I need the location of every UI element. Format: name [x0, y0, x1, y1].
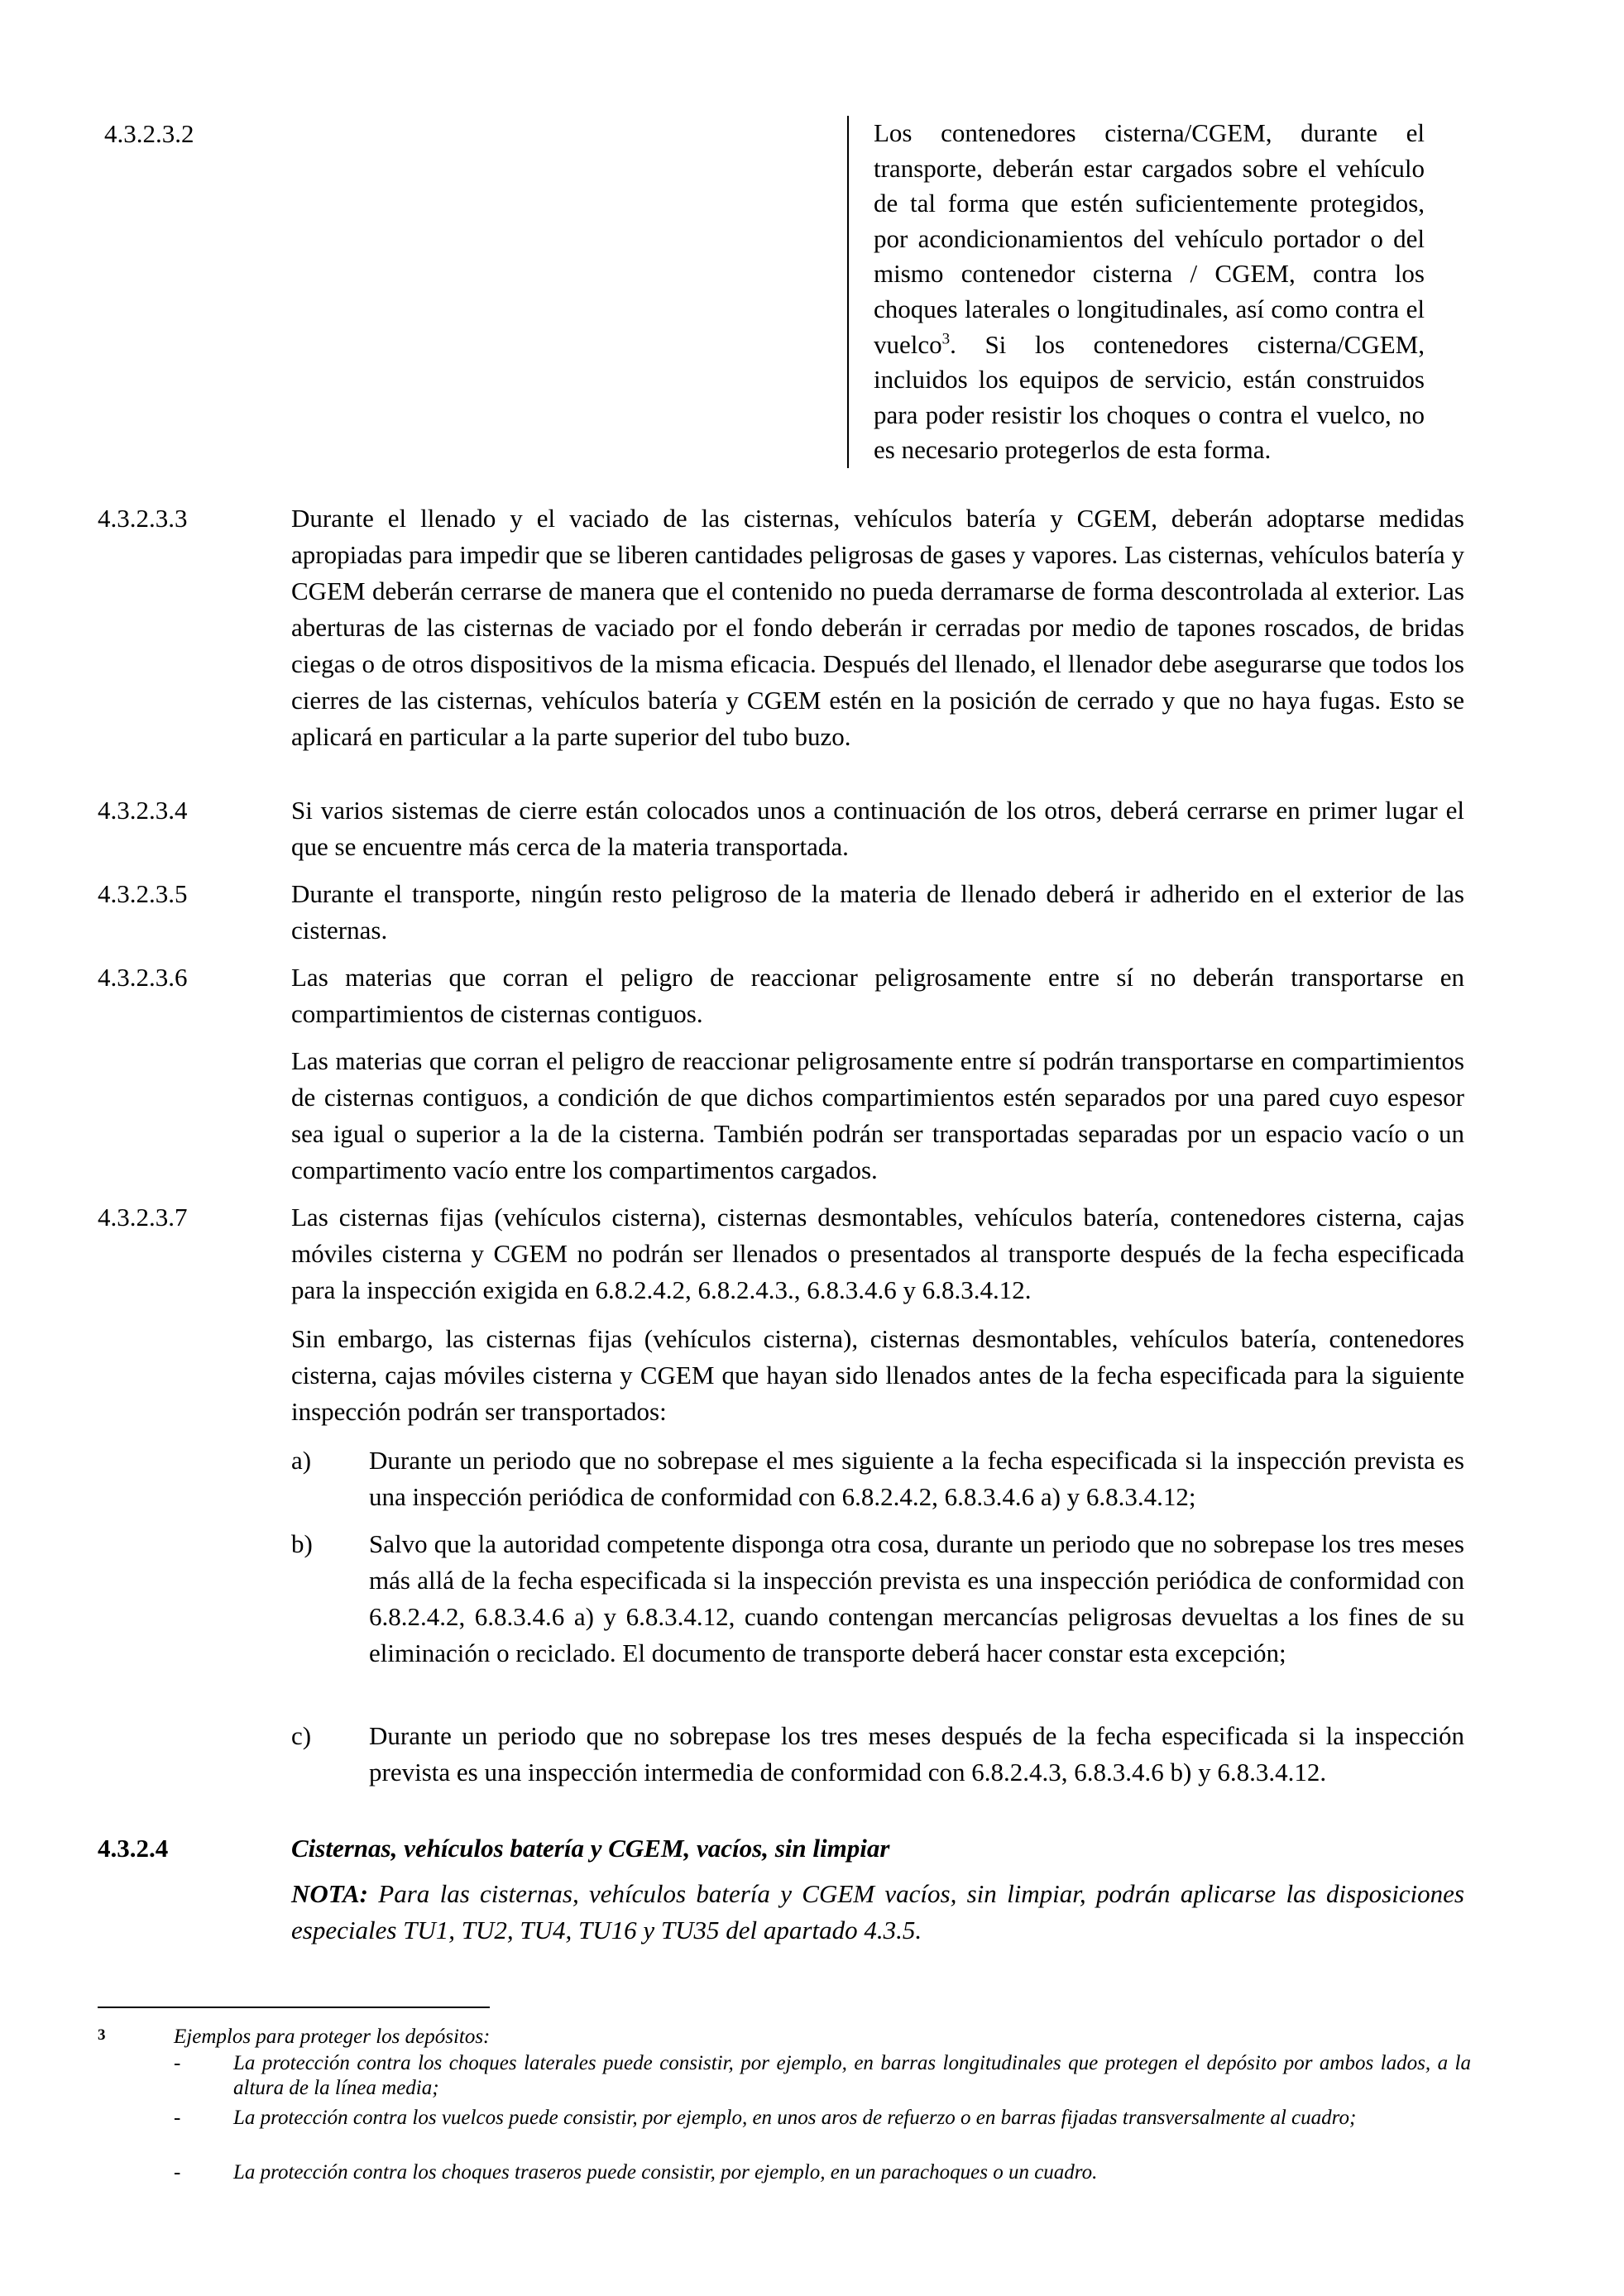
paragraph-text: Las materias que corran el peligro de reaccionar peligrosamente entre sí podrán transportarse en compartimientos de cisternas contiguos, a condición de que dichos compartimientos estén separados por una pared cuyo espesor sea igual o superior a la de la cisterna. También podrán ser transportadas separadas por un espacio vacío o un compartimento vacío entre los compartimentos cargados.: [291, 1046, 1464, 1184]
footnote-separator: [98, 2007, 490, 2008]
section-paragraph-2: [291, 1321, 1464, 1430]
list-item-label: c): [291, 1721, 312, 1750]
paragraph-text: Los contenedores cisterna/CGEM, durante el transporte, deberán estar cargados sobre el vehículo de tal forma que estén suficientemente protegidos, por acondicionamientos del vehículo portador o del mismo contenedor cisterna / CGEM, contra los choques laterales o longitudinales, así como contra el vuelco: [874, 118, 1425, 359]
list-item-b: [291, 1526, 1464, 1672]
paragraph-text: Durante el llenado y el vaciado de las cisternas, vehículos batería y CGEM, deberán adoptarse medidas apropiadas para impedir que se liberen cantidades peligrosas de gases y vapores. Las cisternas, vehículos batería y CGEM deberán cerrarse de manera que el contenido no pueda derramarse de forma descontrolada al exterior. Las aberturas de las cisternas de vaciado por el fondo deberán ir cerradas por medio de tapones roscados, de bridas ciegas o de otros dispositivos de la misma eficacia. Después del llenado, el llenador debe asegurarse que todos los cierres de las cisternas, vehículos batería y CGEM estén en la posición de cerrado y que no haya fugas. Esto se aplicará en particular a la parte superior del tubo buzo.: [291, 504, 1464, 751]
section-heading: Cisternas, vehículos batería y CGEM, vacíos, sin limpiar: [291, 1834, 890, 1863]
section-number: 4.3.2.3.2: [104, 119, 194, 148]
footnote-number: 3: [98, 2026, 106, 2044]
footnote-item: [174, 2160, 1471, 2185]
paragraph-text: Las cisternas fijas (vehículos cisterna), cisternas desmontables, vehículos batería, contenedores cisterna, cajas móviles cisterna y CGEM no podrán ser llenados o presentados al transporte después de la fecha especificada para la inspección exigida en 6.8.2.4.2, 6.8.2.4.3., 6.8.3.4.6 y 6.8.3.4.12.: [291, 1203, 1464, 1304]
list-item-text: Salvo que la autoridad competente disponga otra cosa, durante un periodo que no sobrepase los tres meses más allá de la fecha especificada si la inspección prevista es una inspección periódica de conformidad con 6.8.2.4.2, 6.8.3.4.6 a) y 6.8.3.4.12, cuando contengan mercancías peligrosas devueltas a los fines de su eliminación o reciclado. El documento de transporte deberá hacer constar esta excepción;: [369, 1529, 1464, 1667]
section-number: 4.3.2.3.6: [98, 963, 188, 992]
section-number: 4.3.2.4: [98, 1834, 169, 1863]
section-paragraph: [291, 792, 1464, 865]
section-paragraph: [291, 500, 1464, 755]
paragraph-text: Las materias que corran el peligro de reaccionar peligrosamente entre sí no deberán transportarse en compartimientos de cisternas contiguos.: [291, 963, 1464, 1028]
footnote-item-text: La protección contra los choques traseros puede consistir, por ejemplo, en un parachoques o un cuadro.: [233, 2161, 1098, 2184]
note-label: NOTA:: [291, 1879, 368, 1908]
list-item-text: Durante un periodo que no sobrepase el mes siguiente a la fecha especificada si la inspección prevista es una inspección periódica de conformidad con 6.8.2.4.2, 6.8.3.4.6 a) y 6.8.3.4.12;: [369, 1446, 1464, 1511]
list-item-label: b): [291, 1529, 313, 1558]
footnote-item-text: La protección contra los vuelcos puede consistir, por ejemplo, en unos aros de refuerzo o en barras fijadas transversalmente al cuadro;: [233, 2107, 1357, 2129]
list-item-a: [291, 1442, 1464, 1515]
section-paragraph-2: [291, 1043, 1464, 1189]
paragraph-text: Si varios sistemas de cierre están colocados unos a continuación de los otros, deberá cerrarse en primer lugar el que se encuentre más cerca de la materia transportada.: [291, 796, 1464, 861]
footnote-dash: -: [174, 2161, 181, 2184]
section-number: 4.3.2.3.7: [98, 1203, 188, 1232]
section-number: 4.3.2.3.4: [98, 796, 188, 825]
section-paragraph: [291, 959, 1464, 1032]
list-item-c: [291, 1718, 1464, 1791]
footnote-item: [174, 2106, 1471, 2131]
note-paragraph: [291, 1876, 1464, 1949]
footnote-item: [174, 2051, 1471, 2101]
footnote-item-text: La protección contra los choques laterales puede consistir, por ejemplo, en barras longitudinales que protegen el depósito por ambos lados, a la altura de la línea media;: [233, 2052, 1471, 2099]
paragraph-text-tail: . Si los contenedores cisterna/CGEM, incluidos los equipos de servicio, están construidos para poder resistir los choques o contra el vuelco, no es necesario protegerlos de esta forma.: [874, 329, 1425, 465]
footnote-intro: Ejemplos para proteger los depósitos:: [174, 2026, 491, 2048]
list-item-label: a): [291, 1446, 312, 1475]
section-paragraph: [291, 876, 1464, 949]
footnote-reference[interactable]: 3: [941, 330, 951, 348]
section-number: 4.3.2.3.3: [98, 504, 188, 533]
paragraph-text: Durante el transporte, ningún resto peligroso de la materia de llenado deberá ir adherido en el exterior de las cisternas.: [291, 879, 1464, 945]
section-paragraph: [291, 1199, 1464, 1308]
footnote-dash: -: [174, 2107, 181, 2129]
list-item-text: Durante un periodo que no sobrepase los tres meses después de la fecha especificada si la inspección prevista es una inspección intermedia de conformidad con 6.8.2.4.3, 6.8.3.4.6 b) y 6.8.3.4.12.: [369, 1721, 1464, 1787]
section-paragraph: [847, 116, 1425, 468]
paragraph-text: Sin embargo, las cisternas fijas (vehículos cisterna), cisternas desmontables, vehículos batería, contenedores cisterna, cajas móviles cisterna y CGEM que hayan sido llenados antes de la fecha especificada para la siguiente inspección podrán ser transportados:: [291, 1324, 1464, 1426]
footnote-dash: -: [174, 2052, 181, 2074]
section-number: 4.3.2.3.5: [98, 879, 188, 908]
note-text: Para las cisternas, vehículos batería y CGEM vacíos, sin limpiar, podrán aplicarse las disposiciones especiales TU1, TU2, TU4, TU16 y TU35 del apartado 4.3.5.: [291, 1879, 1464, 1944]
